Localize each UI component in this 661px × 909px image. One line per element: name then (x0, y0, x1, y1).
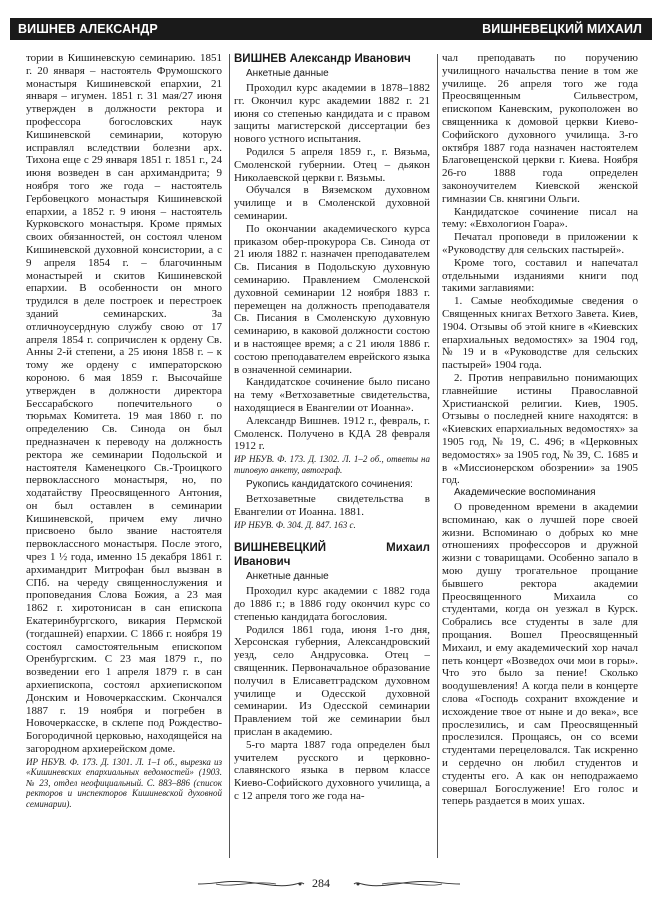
paragraph: Обучался в Вяземском духовном училище и в Смоленской духовной семинарии. (234, 184, 430, 222)
column-1 (26, 52, 222, 860)
paragraph: чал преподавать по поручению училищного начальства пение в том же училище. 26 апреля того же года Преосвященным Сильвестром, епископом Каневским, рукоположен во священника к домовой церкви Киево-Софийского духовного училища. 3-го октября 1887 года назначен настоятелем Благовещенской церкви г. Киева. Ноября 26-го 1888 года определен законоучителем Киевской женской гимназии Св. княгини Ольги. (442, 52, 638, 205)
paragraph: Кроме того, составил и напечатал отдельными изданиями книги под такими заглавиями: (442, 256, 638, 295)
page-footer (0, 876, 661, 892)
section-subheading: Анкетные данные (246, 68, 329, 79)
ornament-left-icon (196, 878, 306, 890)
paragraph: Родился 5 апреля 1859 г., г. Вязьма, Смоленской губернии. Отец – дьякон Николаевской церкви г. Вязьмы. (234, 145, 430, 184)
paragraph: Ветхозаветные свидетельства в Евангелии от Иоанна. 1881. (234, 493, 430, 518)
paragraph: 5-го марта 1887 года определен был учителем русского и церковно-славянского языка в первом классе Киево-Софийского духовного училища, а с 12 апреля того же года на- (234, 738, 430, 802)
column-2 (234, 52, 430, 860)
paragraph: Александр Вишнев. 1912 г., февраль, г. Смоленск. Получено в КДА 28 февраля 1912 г. (234, 414, 430, 453)
paragraph: Кандидатское сочинение писал на тему: «Евхологион Гоара». (442, 205, 638, 231)
header-right-name: ВИШНЕВЕЦКИЙ МИХАИЛ (482, 22, 642, 36)
running-header (10, 18, 652, 40)
column-3 (442, 52, 638, 860)
source-citation: ИР НБУВ. Ф. 173. Д. 1302. Л. 1–2 об., ответы на типовую анкету, автограф. (234, 454, 430, 475)
entry-name: ВИШНЕВЕЦКИЙ Михаил Иванович (234, 542, 430, 569)
paragraph: 2. Против неправильно понимающих главнейшие истины Православной Христианской религии. Киев, 1905. Отзывы о последней книге находятся: в «Киевских епархиальных ведомостях» за 1905 год, № 19, С. 496; в «Церковных ведомостях» за 1905 год, № 39, С. 1685 и в «Миссионерском обозрении» за 1905 год. (442, 371, 638, 487)
page-number: 284 (312, 876, 330, 890)
column-divider-left (229, 54, 230, 858)
paragraph: По окончании академического курса приказом обер-прокурора Св. Синода от 21 июля 1882 г. назначен преподавателем Св. Писания в Подольскую духовную семинарию. Правлением Смоленской духовной семинарии 12 ноября 1883 г. перемещен на должность преподавателя Св. Писания в Смоленскую духовную семинарию, в каковой должности состою и в настоящее время; а с 21 июля 1886 г. состою преподавателем еврейского языка в означенной семинарии. (234, 222, 430, 376)
entry-name: ВИШНЕВ Александр Иванович (234, 53, 411, 65)
ornament-right-icon (352, 878, 462, 890)
header-left-name: ВИШНЕВ АЛЕКСАНДР (18, 22, 158, 36)
source-citation: ИР НБУВ. Ф. 304. Д. 847. 163 с. (234, 519, 356, 530)
paragraph: Проходил курс академии с 1882 года до 1886 г.; в 1886 году окончил курс со степенью кандидата богословия. (234, 585, 430, 623)
paragraph: Проходил курс академии в 1878–1882 гг. Окончил курс академии 1882 г. 21 июня со степенью кандидата и с правом защиты магистерской диссертации без нового устного испытания. (234, 82, 430, 146)
paragraph: Печатал проповеди в приложении к «Руководству для сельских пастырей». (442, 231, 638, 256)
paragraph: Кандидатское сочинение было писано на тему «Ветхозаветные свидетельства, находящиеся в Евангелии от Иоанна». (234, 376, 430, 414)
paragraph: 1. Самые необходимые сведения о Священных книгах Ветхого Завета. Киев, 1904. Отзывы об этой книге в «Киевских епархиальных ведомостях» за 1904 год, № 19 и в «Руководстве для сельских пастырей» 1904 года. (442, 295, 638, 372)
paragraph: Родился 1861 года, июня 1-го дня, Херсонская губерния, Александровский уезд, село Андрусовка. Отец – священник. Первоначальное образование получил в Елисаветградском духовном училище и Одесской духовной семинарии. Из Одесской семинарии Правлением той же семинарии был прислан в академию. (234, 623, 430, 738)
section-subheading: Академические воспоминания (454, 487, 596, 499)
entry-text: тории в Кишиневскую семинарию. 1851 г. 20 января – настоятель Фрумошского монастыря Кишиневской епархии, 21 января – игумен. 1851 г. 31 мая/27 июня утвержден в должности ректора и профессора богословских наук Кишиневской семинарии, которую исправлял вследствии болезни арх. Тихона еще с 29 января 1851 г. 1851 г., 24 июня возведен в сан архимандрита; 9 ноября того же года – настоятель Гербовецкого монастыря Кишиневской епархии, а 1852 г. 9 июня – настоятель Курковского монастыря. Кроме прямых своих обязанностей, он состоял членом Кишиневской духовной консистории, а с 9 апреля 1854 г. – благочинным монастырей и скитов Кишиневской епархии. В особенности он много трудился в деле построек и перестроек зданий семинарских. За отличноусердную службу свою от 17 апреля 1854 г. сопричислен к ордену Св. Анны 2-й степени, а 25 июня 1858 г. – к тому же ордену с императорскою короною. 6 мая 1859 г. Высочайше утвержден в должности директора Бессарабского попечительного о тюрьмах Комитета. 19 мая 1860 г. по определению Св. Синода он был предназначен к переводу на должность ректора же семинарии Подольской и настоятеля Каменецкого Св.-Троицкого первоклассного монастыря, но, по ходатайству Преосвященного Антония, он был оставлен в семинарии Кишиневской, причем ему лично присвоено было звание настоятеля первоклассного монастыря. После этого, чрез 1 ½ года, именно 15 декабря 1861 г. архимандрит Митрофан был вызван в СПб. на череду священнослужения и проповедания Слова Божия, а 23 мая 1862 г. хиротонисан в сан епископа Екатеринбургского, викария Пермской (тогдашней) епархии. С 1866 г. ноября 19 состоял самостоятельным епископом Оренбургским. С 23 мая 1879 г., по возведении его 1 апреля 1879 г. в сан архиепископа, состоял архиепископом Донским и Новочеркасским. Скончался 1887 г. 19 ноября и погребен в Новочеркасске, в склепе под Рождество-Богородичной церковью, находящейся на загородном архиерейском доме. (26, 52, 222, 756)
source-citation: ИР НБУВ. Ф. 173. Д. 1301. Л. 1–1 об., вырезка из «Кишиневских епархиальных ведомостей» (1903. № 23, отдел неофициальный. С. 883–886 (список ректоров и инспекторов Кишиневской духовной семинарии). (26, 756, 222, 809)
section-subheading: Анкетные данные (246, 571, 329, 583)
paragraph: О проведенном времени в академии вспоминаю, как о лучшей поре своей жизни. Вспоминаю о добрых ко мне отношениях профессоров и дружной жизни с товарищами. Особенно запало в мою душу трогательное прощание бывшего ректора академии Преосвященного Михаила со студентами, когда он уезжал в Курск. Собрались все студенты в зале для прощания. Вошел Преосвященный Михаил, и ему академический хор начал петь концерт «Возведох очи мои в горы». Что это было за пение! Сколько воодушевления! А когда пели в концерте слова «Господь сохранит вхождение и исхождение твое от ныне и до века», все прослезились, и сам Преосвященный прослезился. Прощаясь, он со всеми студентами перецеловался. Так искренно и сердечно он любил студентов и студенты его. А как он неподражаемо совершал Богослужение! Его голос и теперь раздается в моих ушах. (442, 501, 638, 808)
section-subheading: Рукопись кандидатского сочинения: (246, 479, 413, 491)
column-divider-right (437, 54, 438, 858)
